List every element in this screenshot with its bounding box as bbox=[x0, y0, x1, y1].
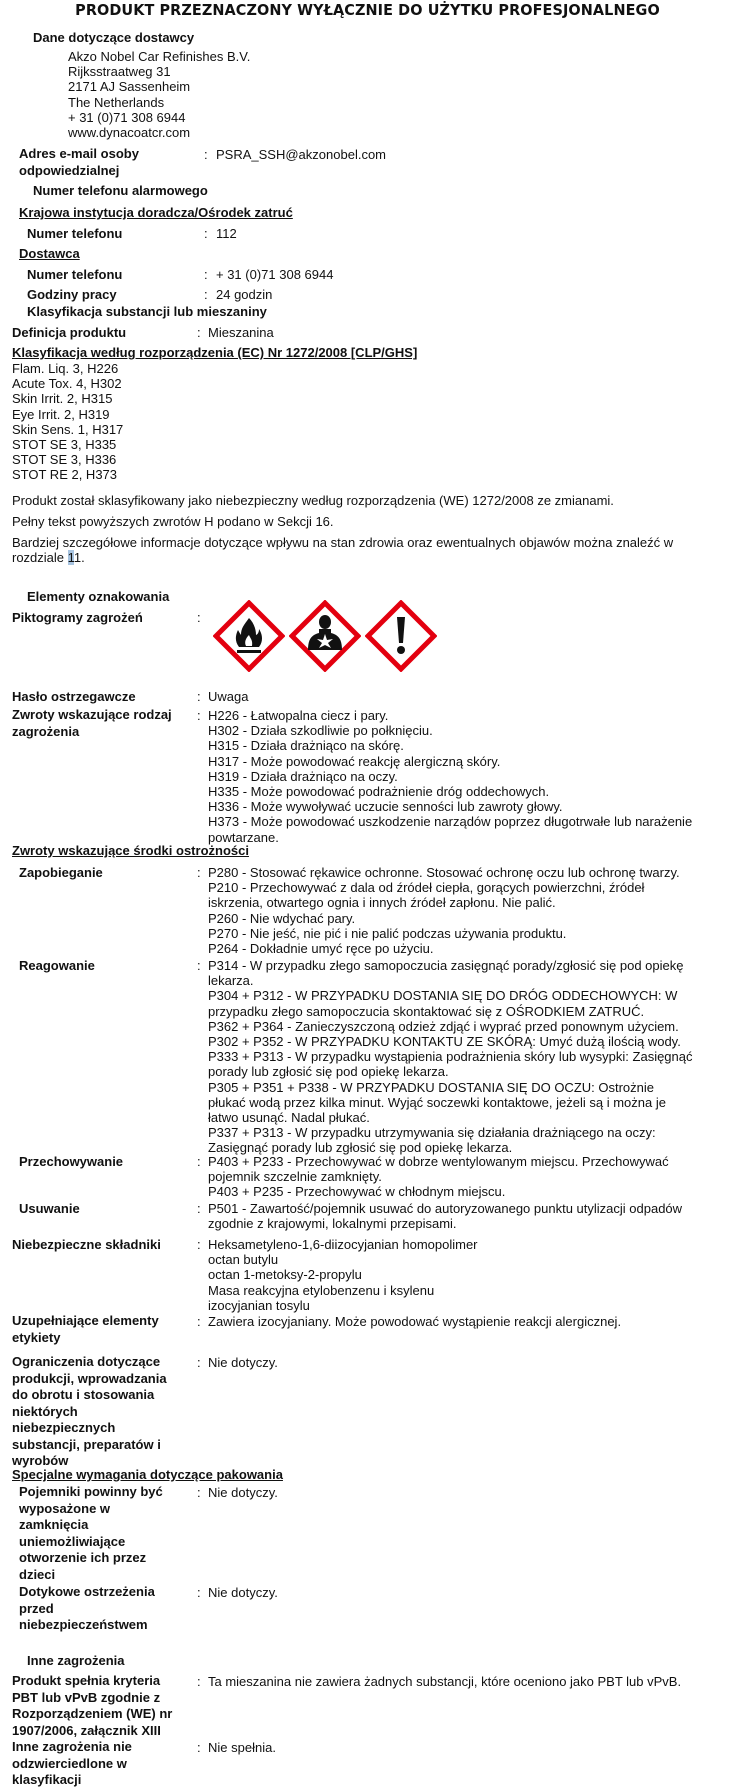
colon: : bbox=[197, 865, 201, 880]
other-hazards-heading: Inne zagrożenia bbox=[27, 1653, 125, 1668]
other-hazards-label: Inne zagrożenia nie odzwierciedlone w klasyfikacji bbox=[12, 1739, 132, 1787]
national-center-heading: Krajowa instytucja doradcza/Ośrodek zatruć bbox=[19, 205, 293, 220]
list-line: Heksametyleno-1,6-diizocyjanian homopolimer bbox=[208, 1237, 478, 1252]
flame-icon bbox=[213, 600, 285, 672]
colon: : bbox=[204, 287, 208, 302]
list-line: P403 + P235 - Przechowywać w chłodnym miejscu. bbox=[208, 1184, 506, 1200]
list-line: H335 - Może powodować podrażnienie dróg oddechowych. bbox=[208, 784, 550, 800]
supplier-phone-label: Numer telefonu bbox=[27, 267, 123, 282]
list-line: pojemnik szczelnie zamknięty. bbox=[208, 1169, 382, 1185]
list-line: P333 + P313 - W przypadku wystąpienia podrażnienia skóry lub wysypki: Zasięgnąć bbox=[208, 1049, 693, 1065]
email-value[interactable]: PSRA_SSH@akzonobel.com bbox=[216, 147, 386, 162]
supplier-phone-value: + 31 (0)71 308 6944 bbox=[216, 267, 334, 282]
list-line: P264 - Dokładnie umyć ręce po użyciu. bbox=[208, 941, 434, 957]
colon: : bbox=[197, 1485, 201, 1500]
list-line: 2171 AJ Sassenheim bbox=[68, 79, 191, 95]
list-line: P210 - Przechowywać z dala od źródeł ciepła, gorących powierzchni, źródeł bbox=[208, 880, 645, 896]
supplier-heading: Dane dotyczące dostawcy bbox=[33, 30, 195, 45]
colon: : bbox=[204, 147, 208, 162]
list-line: Rijksstraatweg 31 bbox=[68, 64, 171, 80]
list-line: P314 - W przypadku złego samopoczucia zasięgnąć porady/zgłosić się pod opiekę bbox=[208, 958, 684, 973]
restrictions-value: Nie dotyczy. bbox=[208, 1355, 278, 1370]
supplemental-value: Zawiera izocyjaniany. Może powodować wystąpienie reakcji alergicznej. bbox=[208, 1314, 622, 1329]
colon: : bbox=[197, 1154, 201, 1169]
restrictions-label: Ograniczenia dotyczące produkcji, wprowadzania do obrotu i stosowania niektórych niebezpiecznych substancji, preparatów i wyrobów bbox=[12, 1354, 167, 1468]
response-statements bbox=[208, 958, 693, 1156]
clp-heading: Klasyfikacja według rozporządzenia (EC) Nr 1272/2008 [CLP/GHS] bbox=[12, 345, 418, 360]
list-line: octan butylu bbox=[208, 1252, 279, 1268]
list-line: P403 + P233 - Przechowywać w dobrze wentylowanym miejscu. Przechowywać bbox=[208, 1154, 669, 1169]
hazard-statements bbox=[208, 708, 692, 845]
list-line: powtarzane. bbox=[208, 829, 279, 845]
page-title: PRODUKT PRZEZNACZONY WYŁĄCZNIE DO UŻYTKU PROFESJONALNEGO bbox=[75, 1, 660, 19]
colon: : bbox=[197, 325, 201, 340]
storage-statements bbox=[208, 1154, 669, 1200]
colon: : bbox=[204, 226, 208, 241]
colon: : bbox=[197, 1585, 201, 1600]
list-line: H373 - Może powodować uszkodzenie narządów poprzez długotrwałe lub narażenie bbox=[208, 814, 693, 830]
colon: : bbox=[197, 708, 201, 723]
colon: : bbox=[197, 1201, 201, 1216]
note-text: 1. bbox=[73, 550, 85, 565]
list-line: P304 + P312 - W PRZYPADKU DOSTANIA SIĘ DO DRÓG ODDECHOWYCH: W bbox=[208, 988, 678, 1004]
label-elements-heading: Elementy oznakowania bbox=[27, 589, 170, 604]
definition-value: Mieszanina bbox=[208, 325, 274, 340]
colon: : bbox=[204, 267, 208, 282]
disposal-statements bbox=[208, 1201, 682, 1231]
packaging-heading: Specjalne wymagania dotyczące pakowania bbox=[12, 1467, 283, 1482]
list-line: P302 + P352 - W PRZYPADKU KONTAKTU ZE SKÓRĄ: Umyć dużą ilością wody. bbox=[208, 1034, 681, 1050]
colon: : bbox=[197, 1355, 201, 1370]
supplier-address bbox=[68, 49, 250, 140]
list-line: łatwo usunąć. Nadal płukać. bbox=[208, 1110, 370, 1126]
list-line: H302 - Działa szkodliwie po połknięciu. bbox=[208, 723, 433, 739]
colon: : bbox=[197, 1237, 201, 1252]
list-line: Zasięgnąć porady lub zgłosić się pod opiekę lekarza. bbox=[208, 1140, 513, 1156]
list-line: porady lub zgłosić się pod opiekę lekarza. bbox=[208, 1064, 449, 1080]
list-line: H336 - Może wywoływać uczucie senności lub zawroty głowy. bbox=[208, 799, 563, 815]
pbt-label: Produkt spełnia kryteria PBT lub vPvB zgodnie z Rozporządzeniem (WE) nr 1907/2006, załącznik XIII bbox=[12, 1673, 173, 1738]
list-line: przypadku złego samopoczucia skontaktować się z OŚRODKIEM ZATRUĆ. bbox=[208, 1003, 645, 1019]
list-line: H317 - Może powodować reakcję alergiczną skóry. bbox=[208, 753, 501, 769]
storage-label: Przechowywanie bbox=[19, 1154, 124, 1169]
list-line: H226 - Łatwopalna ciecz i pary. bbox=[208, 708, 389, 723]
supplemental-label: Uzupełniające elementy etykiety bbox=[12, 1313, 159, 1345]
list-line: P270 - Nie jeść, nie pić i nie palić podczas używania produktu. bbox=[208, 925, 567, 941]
list-line: Flam. Liq. 3, H226 bbox=[12, 361, 119, 376]
list-line: STOT SE 3, H336 bbox=[12, 452, 117, 468]
emergency-heading: Numer telefonu alarmowego bbox=[33, 183, 208, 198]
list-line: www.dynacoatcr.com bbox=[68, 125, 191, 141]
list-line: Masa reakcyjna etylobenzenu i ksylenu bbox=[208, 1282, 435, 1298]
classification-heading: Klasyfikacja substancji lub mieszaniny bbox=[27, 304, 267, 319]
signal-word-label: Hasło ostrzegawcze bbox=[12, 689, 136, 704]
note-text: rozdziale bbox=[12, 550, 68, 565]
hazardous-components bbox=[208, 1237, 478, 1313]
list-line: Skin Sens. 1, H317 bbox=[12, 421, 124, 437]
response-label: Reagowanie bbox=[19, 958, 95, 973]
definition-label: Definicja produktu bbox=[12, 325, 127, 340]
child-resistant-label: Pojemniki powinny być wyposażone w zamknięcia uniemożliwiające otworzenie ich przez dzieci bbox=[19, 1484, 163, 1582]
list-line: P305 + P351 + P338 - W PRZYPADKU DOSTANIA SIĘ DO OCZU: Ostrożnie bbox=[208, 1079, 654, 1095]
tactile-warning-label: Dotykowe ostrzeżenia przed niebezpieczeństwem bbox=[19, 1584, 155, 1632]
list-line: The Netherlands bbox=[68, 94, 165, 110]
list-line: zgodnie z krajowymi, lokalnymi przepisami. bbox=[208, 1216, 457, 1232]
signal-word-value: Uwaga bbox=[208, 689, 249, 704]
other-hazards-value: Nie spełnia. bbox=[208, 1740, 276, 1755]
supplier-contact-heading: Dostawca bbox=[19, 246, 80, 261]
clp-list bbox=[12, 361, 123, 483]
list-line: iskrzenia, otwartego ognia i innych źródeł zapłonu. Nie palić. bbox=[208, 895, 556, 911]
list-line: P260 - Nie wdychać pary. bbox=[208, 910, 356, 926]
hazardous-components-label: Niebezpieczne składniki bbox=[12, 1237, 161, 1252]
pictograms-label: Piktogramy zagrożeń bbox=[12, 610, 143, 625]
list-line: H315 - Działa drażniąco na skórę. bbox=[208, 738, 404, 754]
hours-value: 24 godzin bbox=[216, 287, 273, 302]
list-line: lekarza. bbox=[208, 973, 254, 989]
list-line: STOT RE 2, H373 bbox=[12, 467, 118, 483]
list-line: Skin Irrit. 2, H315 bbox=[12, 391, 113, 407]
prevention-statements bbox=[208, 865, 680, 956]
national-phone-value: 112 bbox=[216, 226, 237, 241]
colon: : bbox=[197, 610, 201, 625]
exclamation-mark-icon bbox=[365, 600, 437, 672]
classification-note-3: Bardziej szczegółowe informacje dotyczące wpływu na stan zdrowia oraz ewentualnych objawów można znaleźć w bbox=[12, 535, 674, 550]
colon: : bbox=[197, 958, 201, 973]
list-line: Eye Irrit. 2, H319 bbox=[12, 406, 110, 422]
colon: : bbox=[197, 1674, 201, 1689]
list-line: izocyjanian tosylu bbox=[208, 1297, 310, 1313]
list-line: P337 + P313 - W przypadku utrzymywania się działania drażniącego na oczy: bbox=[208, 1125, 656, 1141]
hours-label: Godziny pracy bbox=[27, 287, 117, 302]
classification-note-2: Pełny tekst powyższych zwrotów H podano w Sekcji 16. bbox=[12, 514, 334, 529]
colon: : bbox=[197, 1740, 201, 1755]
email-label: Adres e-mail osoby odpowiedzialnej bbox=[19, 146, 139, 178]
disposal-label: Usuwanie bbox=[19, 1201, 80, 1216]
national-phone-label: Numer telefonu bbox=[27, 226, 123, 241]
precaution-heading: Zwroty wskazujące środki ostrożności bbox=[12, 843, 249, 858]
list-line: H319 - Działa drażniąco na oczy. bbox=[208, 768, 398, 784]
pbt-value: Ta mieszanina nie zawiera żadnych substancji, które oceniono jako PBT lub vPvB. bbox=[208, 1674, 682, 1689]
hazard-statements-label: Zwroty wskazujące rodzaj zagrożenia bbox=[12, 707, 172, 739]
list-line: octan 1-metoksy-2-propylu bbox=[208, 1267, 362, 1283]
list-line: płukać wodą przez kilka minut. Wyjąć soczewki kontaktowe, jeżeli są i można je bbox=[208, 1094, 666, 1110]
classification-note-3-line-2 bbox=[12, 550, 85, 565]
list-line: STOT SE 3, H335 bbox=[12, 437, 117, 453]
list-line: + 31 (0)71 308 6944 bbox=[68, 109, 186, 125]
list-line: Acute Tox. 4, H302 bbox=[12, 376, 122, 392]
colon: : bbox=[197, 1314, 201, 1329]
list-line: P280 - Stosować rękawice ochronne. Stosować ochronę oczu lub ochronę twarzy. bbox=[208, 865, 680, 880]
list-line: P501 - Zawartość/pojemnik usuwać do autoryzowanego punktu utylizacji odpadów bbox=[208, 1201, 683, 1216]
tactile-warning-value: Nie dotyczy. bbox=[208, 1585, 278, 1600]
selection-highlight: 1 bbox=[67, 550, 74, 565]
classification-note-1: Produkt został sklasyfikowany jako niebezpieczny według rozporządzenia (WE) 1272/2008 ze zmianami. bbox=[12, 493, 614, 508]
health-hazard-icon bbox=[289, 600, 361, 672]
child-resistant-value: Nie dotyczy. bbox=[208, 1485, 278, 1500]
colon: : bbox=[197, 689, 201, 704]
list-line: P362 + P364 - Zanieczyszczoną odzież zdjąć i wyprać przed ponownym użyciem. bbox=[208, 1018, 679, 1034]
prevention-label: Zapobieganie bbox=[19, 865, 103, 880]
list-line: Akzo Nobel Car Refinishes B.V. bbox=[68, 49, 251, 64]
